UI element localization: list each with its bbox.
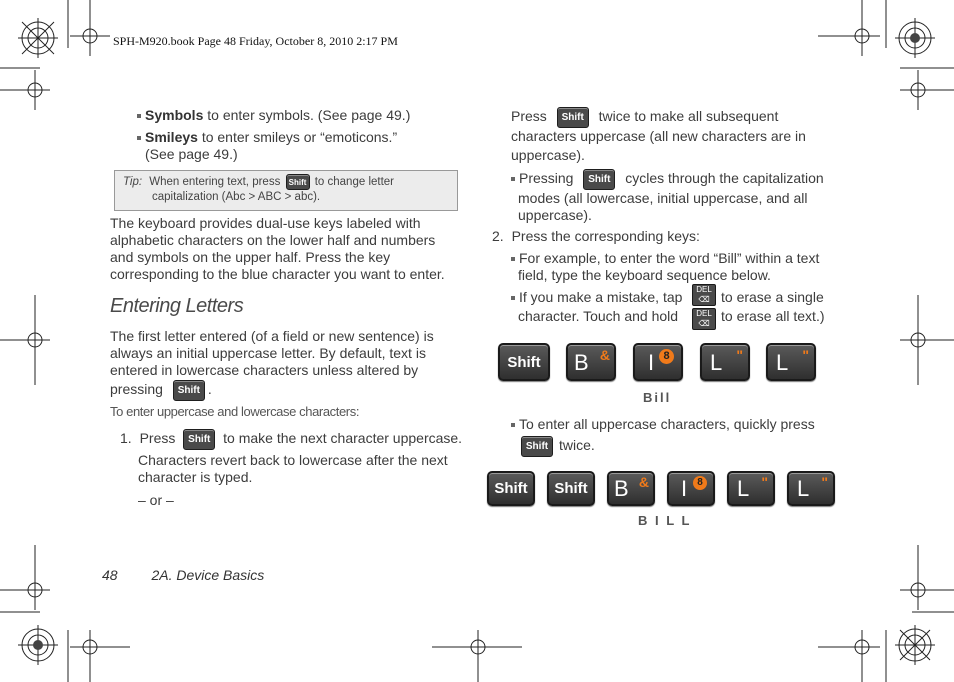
- text: cycles through the capitalization: [625, 170, 824, 187]
- step-text: to make the next character uppercase.: [223, 430, 463, 447]
- shift-key-icon: Shift: [521, 436, 553, 457]
- list-item-smileys: [137, 129, 467, 163]
- page-footer: [102, 567, 264, 583]
- shift-key: Shift: [547, 471, 595, 506]
- text-line2: field, type the keyboard sequence below.: [518, 267, 771, 283]
- text-line2: modes (all lowercase, initial uppercase, and all: [518, 190, 808, 206]
- bullet-icon: [137, 114, 141, 118]
- bullet-icon: [137, 136, 141, 140]
- l-key: L ": [787, 471, 835, 506]
- page-number: 48: [102, 567, 118, 583]
- text: twice to make all subsequent: [598, 108, 779, 125]
- para-line: always an initial uppercase letter. By default, text is: [110, 345, 426, 361]
- text: If you make a mistake, tap: [519, 289, 683, 305]
- text: twice.: [559, 437, 595, 454]
- book-header: SPH-M920.book Page 48 Friday, October 8, 2010 2:17 PM: [113, 34, 398, 48]
- text: For example, to enter the word “Bill” within a text: [519, 250, 820, 266]
- bullet-icon: [511, 177, 515, 181]
- step-text-line3: character is typed.: [138, 469, 253, 485]
- list-item-all-uppercase: [511, 416, 841, 457]
- smileys-desc: to enter smileys or “emoticons.”: [197, 129, 398, 145]
- text-line2: characters uppercase (all new characters are in: [511, 128, 806, 144]
- b-key: B &: [566, 343, 616, 381]
- shift-key: Shift: [498, 343, 550, 381]
- step-number: 2.: [492, 228, 504, 244]
- para-line: pressing: [110, 381, 163, 398]
- delete-key-icon: DEL ⌫: [692, 284, 716, 306]
- i-key: I 8: [633, 343, 683, 381]
- para-line: The first letter entered (of a field or new sentence) is: [110, 328, 434, 344]
- sequence-caption: Bill: [643, 390, 672, 405]
- l-key: L ": [727, 471, 775, 506]
- step-text: Press the corresponding keys:: [511, 228, 700, 244]
- l-key: L ": [700, 343, 750, 381]
- period: .: [207, 381, 212, 398]
- text-line3: uppercase).: [511, 147, 585, 163]
- section-heading: Entering Letters: [110, 295, 244, 317]
- section-name: 2A. Device Basics: [151, 567, 265, 583]
- shift-key-icon: Shift: [583, 169, 615, 190]
- delete-key-icon: DEL ⌫: [692, 308, 716, 330]
- step-text-line2: Characters revert back to lowercase after the next: [138, 452, 448, 468]
- para-line: The keyboard provides dual-use keys labeled with: [110, 215, 421, 231]
- bullet-icon: [511, 257, 515, 261]
- smileys-term: Smileys: [145, 129, 198, 145]
- shift-key-icon: Shift: [286, 174, 310, 190]
- i-key: I 8: [667, 471, 715, 506]
- press-shift-twice: [511, 107, 841, 164]
- text-line3: uppercase).: [518, 207, 592, 223]
- smileys-desc-line2: (See page 49.): [145, 146, 238, 162]
- step-text: Press: [139, 430, 176, 447]
- para-line: and symbols on the upper half. Press the key: [110, 249, 391, 265]
- list-item-mistake: [511, 285, 841, 332]
- bullet-icon: [511, 423, 515, 427]
- or-separator: – or –: [138, 492, 174, 508]
- para-line: entered in lowercase characters unless altered by: [110, 362, 419, 378]
- shift-key-icon: Shift: [557, 107, 589, 128]
- tip-text-2: to change letter: [314, 176, 395, 189]
- sequence-caption: B I L L: [638, 513, 692, 528]
- para-line: alphabetic characters on the lower half and numbers: [110, 232, 436, 248]
- step-1: [120, 429, 470, 486]
- list-item-symbols: [137, 107, 467, 124]
- text: to erase a single: [721, 289, 824, 305]
- para-line: corresponding to the blue character you want to enter.: [110, 266, 445, 282]
- tip-box: [114, 170, 458, 211]
- shift-key-icon: Shift: [183, 429, 215, 450]
- text: Pressing: [519, 170, 574, 187]
- list-item-pressing: [511, 169, 841, 224]
- tip-text-line2: capitalization (Abc > ABC > abc).: [152, 191, 321, 203]
- shift-key: Shift: [487, 471, 535, 506]
- l-key: L ": [766, 343, 816, 381]
- step-2: [492, 228, 700, 245]
- step-number: 1.: [120, 430, 132, 447]
- tip-label: Tip:: [123, 176, 143, 189]
- text: Press: [511, 108, 547, 125]
- keyboard-paragraph: [110, 215, 470, 283]
- bullet-icon: [511, 296, 515, 300]
- procedure-subhead: To enter uppercase and lowercase characters:: [110, 404, 360, 419]
- text: to erase all text.): [721, 308, 825, 324]
- symbols-term: Symbols: [145, 107, 204, 123]
- first-letter-paragraph: [110, 328, 470, 401]
- text: character. Touch and hold: [518, 308, 679, 324]
- tip-text: When entering text, press: [149, 176, 281, 189]
- list-item-example: [511, 250, 841, 284]
- b-key: B &: [607, 471, 655, 506]
- shift-key-icon: Shift: [173, 380, 205, 401]
- symbols-desc: to enter symbols. (See page 49.): [203, 107, 411, 123]
- text: To enter all uppercase characters, quickly press: [519, 416, 815, 432]
